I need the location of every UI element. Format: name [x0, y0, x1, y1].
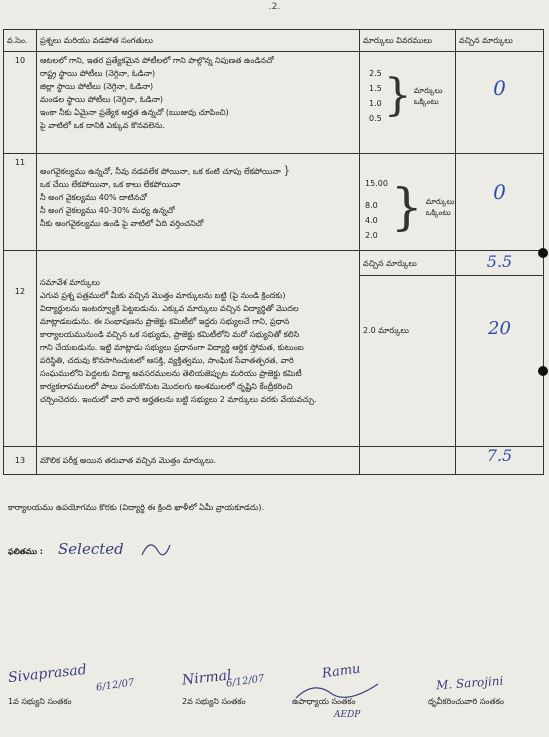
row-13-obtained: 7.5	[486, 446, 513, 465]
row-12-line: ఎగువ ప్రశ్న పత్రములో మీకు వచ్చిన మొత్తం మార్కులను బట్టి (పై నుండి క్రిందకు)	[40, 291, 286, 300]
member1-label: 1వ సభ్యుని సంతకం	[8, 697, 72, 706]
marks-value: 2.0	[365, 231, 378, 240]
subtotal-value: 5.5	[486, 252, 513, 271]
row-12-line: పరిస్థితి, చదువు కొనసాగించుటలో ఆసక్తి, వ్యక్తిత్వము, సాంఘిక సేవాతత్పరత, వారి	[40, 356, 294, 365]
row-11-line: అంగవైకల్యము ఉన్నచో, నీవు నడవలేక పోయినా, ఒక కంటి చూపు లేకపోయినా }	[40, 164, 291, 177]
header-marks-obtained: వచ్చిన మార్కులు	[456, 30, 544, 52]
row-11	[4, 154, 544, 251]
binder-hole	[538, 366, 548, 376]
row-12-line: విద్యార్థులను ఇంటర్వ్యూకి పెట్టబడును. ఎక్కువ మార్కులు వచ్చిన విద్యార్థితో మొదల	[40, 304, 299, 313]
approver-label: ధృవీకరించువారి సంతకం	[428, 697, 504, 706]
row-12-obtained-cell	[456, 276, 544, 447]
subtotal-cell	[456, 251, 544, 276]
row-12-obtained: 20	[488, 318, 511, 339]
row-11-obtained: 0	[493, 180, 506, 204]
row-11-line: నీ అంగ వైకల్యము 40% దాటినచో	[40, 193, 147, 202]
row-12-marks-value: 2.0 మార్కులు	[363, 326, 409, 335]
header-sno: వ.సెం.	[4, 30, 37, 52]
member1-signature: Sivaprasad	[7, 661, 88, 687]
member1-date: 6/12/07	[95, 677, 136, 694]
row-10-line: ఆటలలో గాని, ఇతర ప్రత్యేకమైన పోటీలలో గాని పాల్గొన్న నిపుణత ఉండినచో	[40, 56, 274, 65]
row-10-line: పై వాటిలో ఒక దానికి ఎక్కువ కొనవలెను.	[40, 121, 166, 130]
result-signature-stroke	[140, 535, 200, 565]
row-10-obtained-cell	[456, 52, 544, 154]
header-marks-details: మార్కులు వివరములు	[360, 30, 456, 52]
row-11-line: నీకు అంగవైకల్యము ఉండి పై వాటిలో ఏది వర్తించనిచో	[40, 219, 204, 228]
office-use-note: కార్యాలయము ఉపయోగము కొరకు (విద్యార్థి ఈ క్రింది ఖాళీలో ఏమీ వ్రాయకూడదు).	[8, 503, 265, 512]
marks-value: 8.0	[365, 201, 378, 210]
member2-signature: Nirmal	[181, 667, 233, 689]
row-12-title: సమావేశ మార్కులు	[40, 278, 100, 287]
brace: }	[383, 70, 412, 121]
row-10-line: ఇంకా నీకు ఏమైనా ప్రత్యేక అర్హత ఉన్నచో (ఋజువు చూపించి)	[40, 108, 229, 117]
subtotal-label: వచ్చిన మార్కులు	[360, 251, 456, 276]
row-11-line: నీ అంగ వైకల్యము 40-30% మధ్య ఉన్నచో	[40, 206, 175, 215]
row-10-marks	[360, 52, 456, 154]
binder-hole	[538, 248, 548, 258]
row-10-marks-note: మార్కులు ఒక్కింటు	[413, 86, 443, 106]
result-signature: Selected	[58, 540, 124, 558]
subtotal-row	[4, 251, 544, 276]
marks-value: 0.5	[369, 114, 382, 123]
member2-date: 6/12/07	[225, 673, 266, 690]
result-label: ఫలితము :	[8, 547, 43, 556]
row-11-number: 11	[4, 154, 37, 251]
row-13-obtained-cell	[456, 447, 544, 475]
row-12-marks	[360, 276, 456, 447]
page-number: .2.	[268, 2, 281, 12]
row-13-marks	[360, 447, 456, 475]
row-11-obtained-cell	[456, 154, 544, 251]
row-12-line: చర్చించెదరు. ఇందులో వారి వారి అర్హతలను బట్టి సభ్యులు 2 మార్కులు వరకు వేయవచ్చు.	[40, 395, 317, 404]
row-10-number: 10	[4, 52, 37, 154]
header-questions: ప్రశ్నలు మరియు వడపోత సంగతులు	[37, 30, 360, 52]
row-10-obtained: 0	[493, 76, 506, 100]
header-row	[4, 30, 544, 52]
marks-value: 1.5	[369, 84, 382, 93]
row-11-line: ఒక చేయి లేకపోయినా, ఒక కాలు లేకపోయినా	[40, 180, 181, 189]
row-10-line: మండల స్థాయి పోటీలు (నెగ్గినా, ఓడినా)	[40, 95, 164, 104]
row-11-marks	[360, 154, 456, 251]
row-10-text	[37, 52, 360, 154]
row-11-marks-note: మార్కులు ఒక్కింటు	[425, 196, 455, 217]
marks-table	[3, 29, 544, 475]
approver-signature: M. Sarojini	[435, 673, 504, 693]
row-12-line: గాని చేయబడును. ఇట్టి మాట్లాడు సభ్యులు ప్రధానంగా విద్యార్థి ఆర్థిక స్తోమత, కుటుంబ	[40, 343, 304, 352]
row-12-number: 12	[4, 251, 37, 447]
marks-value: 15.00	[365, 179, 388, 188]
member3-note: AEDP	[334, 710, 361, 720]
marks-value: 1.0	[369, 99, 382, 108]
marks-value: 2.5	[369, 69, 382, 78]
row-13-number: 13	[4, 447, 37, 475]
row-12-line: మాట్లాడబడును. ఈ సంభాషణను ప్రాజెక్టు కమిటీలో ఇద్దరు సభ్యులచే గాని, ప్రధాన	[40, 317, 290, 326]
row-12-line: కార్యాలయమునుండి వచ్చిన ఒక సభ్యుడు, ప్రాజెక్టు కమిటీలోని మరో సభ్యునితో కలిసి	[40, 330, 300, 339]
row-12-text	[37, 251, 360, 447]
member2-label: 2వ సభ్యుని సంతకం	[182, 697, 246, 706]
member3-label: ఉపాధ్యాయ సంతకం	[292, 697, 356, 706]
row-10-line: రాష్ట్ర స్థాయి పోటీలు (నెగ్గినా, ఓడినా)	[40, 69, 156, 78]
row-13-text: మౌలిక పరీక్ష అయిన తరువాత వచ్చిన మొత్తం మార్కులు.	[37, 447, 360, 475]
member3-signature: Ramu	[321, 661, 362, 682]
row-12-line: కార్యకలాపములలో పాలు పంచుకొనుట మొదలగు అంశములలో దృష్టిని కేంద్రీకరించి	[40, 382, 293, 391]
row-10-line: జిల్లా స్థాయి పోటీలు (నెగ్గినా, ఓడినా)	[40, 82, 154, 91]
row-11-text	[37, 154, 360, 251]
row-12-line: సంఘములోని పెద్దలకు విద్యా అవసరములను తెలియజెప్పుట మరియు ప్రాజెక్టు కమిటీ	[40, 369, 302, 378]
marks-value: 4.0	[365, 216, 378, 225]
row-13	[4, 447, 544, 475]
brace: }	[390, 177, 423, 236]
row-10	[4, 52, 544, 154]
